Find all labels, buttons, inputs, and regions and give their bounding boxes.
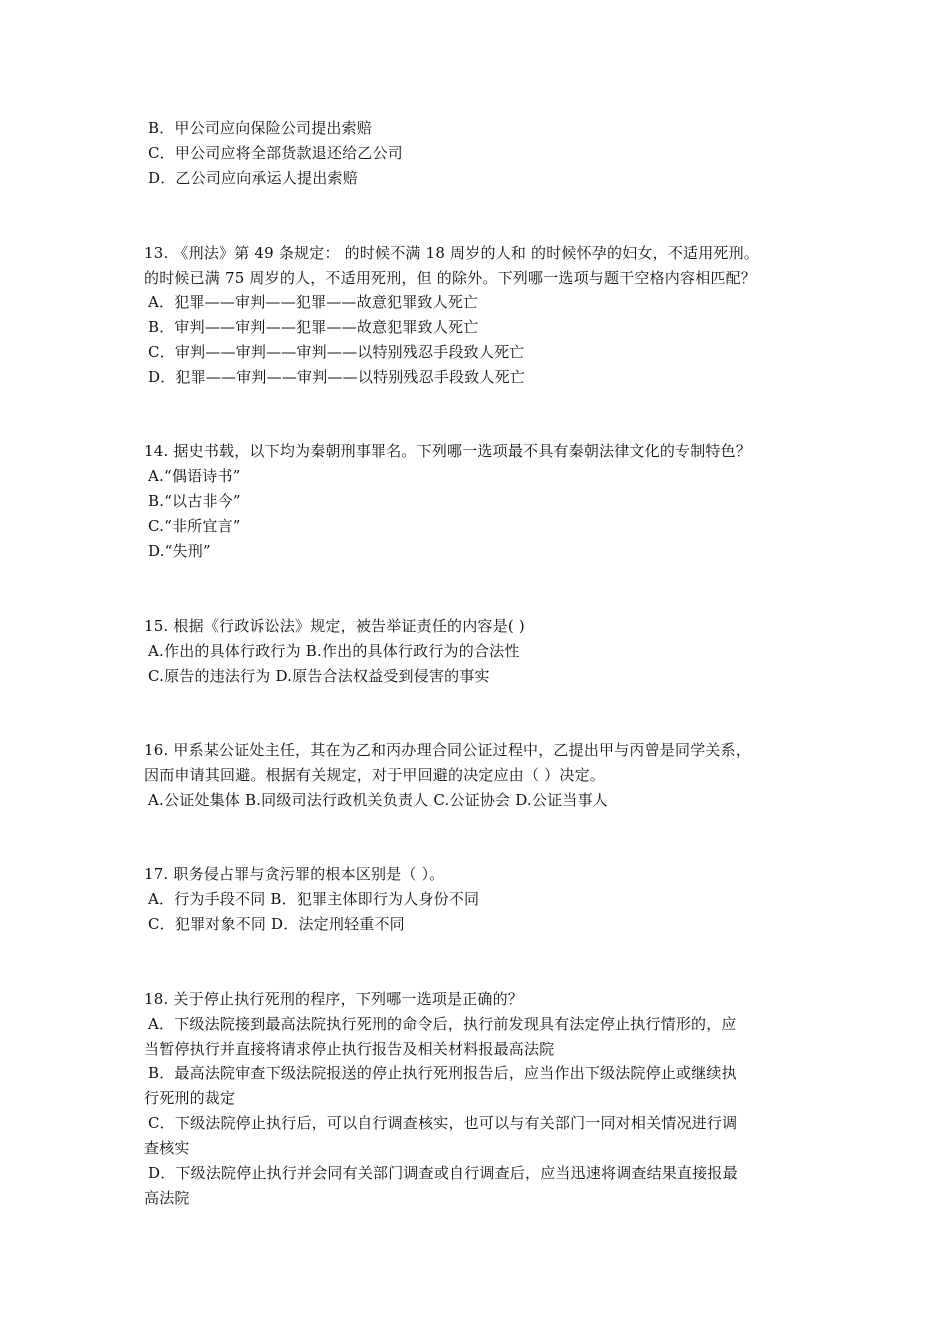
- q13-stem-line-1: 13. 《刑法》第 49 条规定： 的时候不满 18 周岁的人和 的时候怀孕的妇女，不适用死刑。: [144, 244, 760, 262]
- q18-option-d-line-1: D．下级法院停止执行并会同有关部门调查或自行调查后，应当迅速将调查结果直接报最: [148, 1164, 738, 1182]
- q18-option-a-line-1: A．下级法院接到最高法院执行死刑的命令后，执行前发现具有法定停止执行情形的，应: [148, 1015, 737, 1033]
- q18-stem: 18. 关于停止执行死刑的程序，下列哪一选项是正确的？: [144, 990, 524, 1008]
- q18-option-a-line-2: 当暂停执行并直接将请求停止执行报告及相关材料报最高法院: [144, 1040, 555, 1058]
- q18-option-b-line-1: B．最高法院审查下级法院报送的停止执行死刑报告后，应当作出下级法院停止或继续执: [148, 1064, 737, 1082]
- q17-stem: 17. 职务侵占罪与贪污罪的根本区别是（ ）。: [144, 865, 445, 883]
- q14-option-a: A.“偶语诗书”: [148, 467, 241, 485]
- q16-stem-line-2: 因而申请其回避。根据有关规定，对于甲回避的决定应由（ ）决定。: [144, 766, 605, 784]
- q15-options-line-2: C.原告的违法行为 D.原告合法权益受到侵害的事实: [148, 667, 490, 685]
- q16-stem-line-1: 16. 甲系某公证处主任，其在为乙和丙办理合同公证过程中，乙提出甲与丙曾是同学关系，: [144, 741, 752, 759]
- q18-option-c-line-2: 查核实: [144, 1139, 190, 1157]
- q13-option-d: D．犯罪——审判——审判——以特别残忍手段致人死亡: [148, 368, 526, 386]
- q18-option-d-line-2: 高法院: [144, 1189, 190, 1207]
- q15-stem: 15. 根据《行政诉讼法》规定，被告举证责任的内容是( ): [144, 617, 525, 635]
- q17-options-line-1: A．行为手段不同 B．犯罪主体即行为人身份不同: [148, 890, 480, 908]
- q17-options-line-2: C．犯罪对象不同 D．法定刑轻重不同: [148, 915, 405, 933]
- q13-option-c: C．审判——审判——审判——以特别残忍手段致人死亡: [148, 343, 525, 361]
- q13-option-a: A．犯罪——审判——犯罪——故意犯罪致人死亡: [148, 293, 479, 311]
- q18-option-b-line-2: 行死刑的裁定: [144, 1089, 236, 1107]
- q15-options-line-1: A.作出的具体行政行为 B.作出的具体行政行为的合法性: [148, 642, 520, 660]
- q13-option-b: B．审判——审判——犯罪——故意犯罪致人死亡: [148, 318, 479, 336]
- q14-option-d: D.“失刑”: [148, 542, 211, 560]
- q14-option-b: B.“以古非今”: [148, 492, 241, 510]
- q13-stem-line-2: 的时候已满 75 周岁的人，不适用死刑，但 的除外。下列哪一选项与题干空格内容相匹配？: [144, 269, 756, 287]
- q16-options: A.公证处集体 B.同级司法行政机关负责人 C.公证协会 D.公证当事人: [148, 791, 608, 809]
- q12-option-c: C．甲公司应将全部货款退还给乙公司: [148, 144, 403, 162]
- q12-option-b: B．甲公司应向保险公司提出索赔: [148, 119, 373, 137]
- q14-option-c: C.“非所宜言”: [148, 517, 241, 535]
- q18-option-c-line-1: C．下级法院停止执行后，可以自行调查核实，也可以与有关部门一同对相关情况进行调: [148, 1114, 738, 1132]
- q14-stem: 14. 据史书载，以下均为秦朝刑事罪名。下列哪一选项最不具有秦朝法律文化的专制特色？: [144, 442, 752, 460]
- q12-option-d: D．乙公司应向承运人提出索赔: [148, 169, 358, 187]
